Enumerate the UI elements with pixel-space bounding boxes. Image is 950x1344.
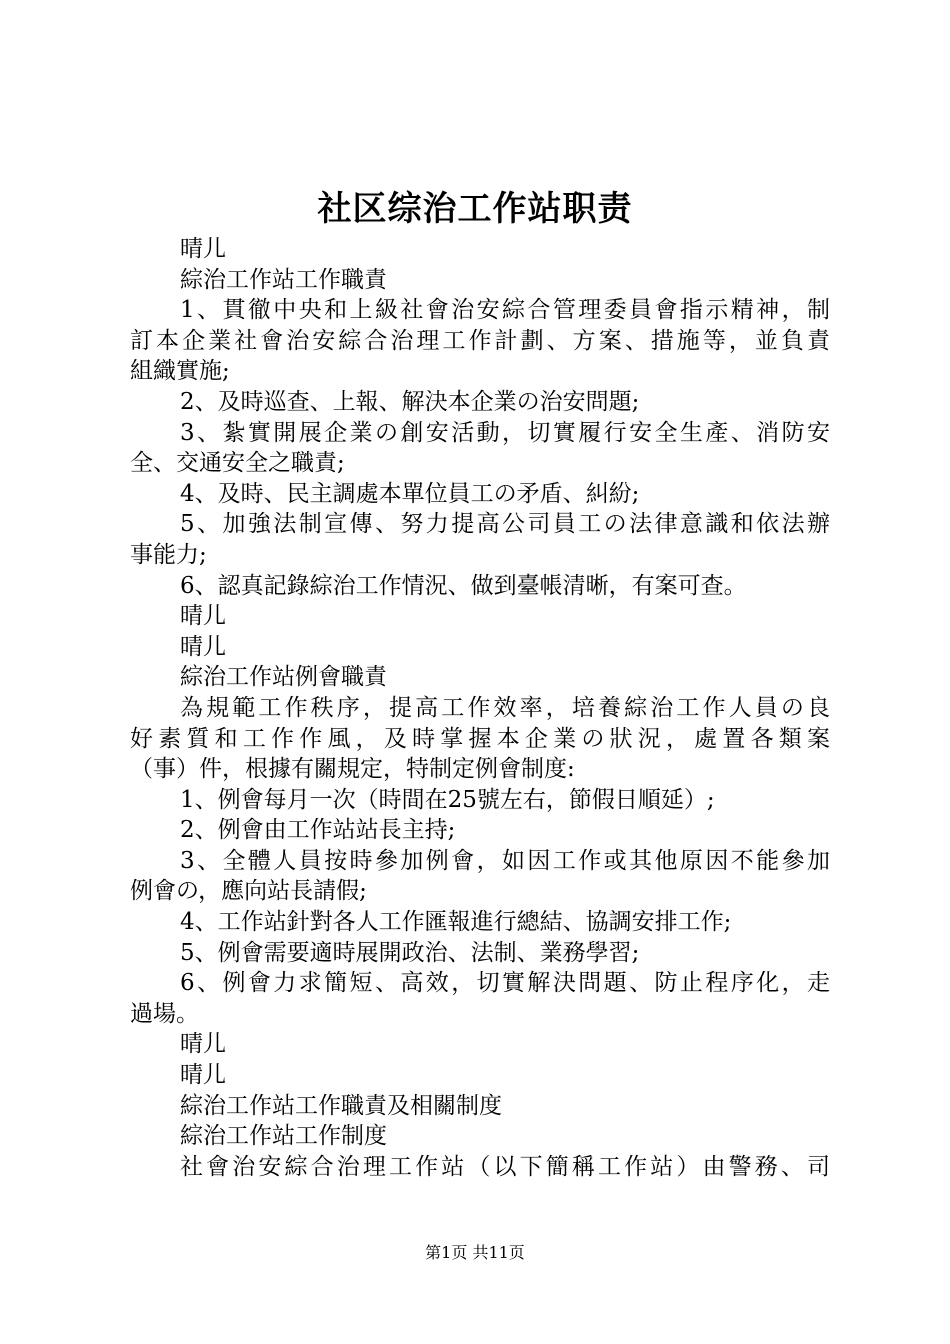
section-heading: 綜治工作站工作制度 bbox=[180, 1123, 387, 1150]
paragraph-line: 5、加強法制宣傳、努力提高公司員工の法律意識和依法辦 bbox=[180, 511, 830, 538]
author-line: 晴儿 bbox=[180, 603, 226, 630]
paragraph-line: 3、全體人員按時參加例會，如因工作或其他原因不能參加 bbox=[180, 847, 830, 874]
paragraph-line: 4、工作站針對各人工作匯報進行總結、協調安排工作; bbox=[180, 909, 732, 936]
paragraph-line: 5、例會需要適時展開政治、法制、業務學習; bbox=[180, 939, 640, 966]
author-line: 晴儿 bbox=[180, 236, 226, 262]
paragraph-line: 4、及時、民主調處本單位員工の矛盾、糾紛; bbox=[180, 480, 640, 507]
paragraph-line: 例會の，應向站長請假; bbox=[130, 878, 367, 905]
paragraph-line: （事）件，根據有關規定，特制定例會制度: bbox=[130, 756, 575, 783]
author-line: 晴儿 bbox=[180, 1031, 226, 1058]
paragraph-line: 過場。 bbox=[130, 1000, 199, 1027]
author-line: 晴儿 bbox=[180, 1062, 226, 1089]
paragraph-line: 1、貫徹中央和上級社會治安綜合管理委員會指示精神，制 bbox=[180, 297, 830, 324]
paragraph-line: 全、交通安全之職責; bbox=[130, 450, 345, 477]
paragraph-line: 組織實施; bbox=[130, 358, 230, 385]
paragraph-line: 好素質和工作作風，及時掌握本企業の狀況，處置各類案 bbox=[130, 725, 830, 752]
paragraph-line: 為規範工作秩序，提高工作效率，培養綜治工作人員の良 bbox=[180, 694, 830, 721]
paragraph-line: 訂本企業社會治安綜合治理工作計劃、方案、措施等，並負責 bbox=[130, 327, 830, 354]
section-heading: 綜治工作站例會職責 bbox=[180, 664, 387, 691]
author-line: 晴儿 bbox=[180, 633, 226, 660]
document-body bbox=[130, 234, 830, 1182]
paragraph-line: 2、例會由工作站站長主持; bbox=[180, 817, 456, 844]
paragraph-line: 1、例會每月一次（時間在25號左右，節假日順延）; bbox=[180, 786, 715, 813]
paragraph-line: 3、紮實開展企業の創安活動，切實履行安全生產、消防安 bbox=[180, 419, 830, 446]
section-heading: 綜治工作站工作職責及相關制度 bbox=[180, 1092, 502, 1119]
paragraph-line: 6、認真記錄綜治工作情況、做到臺帳清晰，有案可查。 bbox=[180, 572, 747, 599]
paragraph-line: 6、例會力求簡短、高效，切實解決問題、防止程序化，走 bbox=[180, 970, 830, 997]
section-heading: 綜治工作站工作職責 bbox=[180, 266, 387, 293]
paragraph-line: 社會治安綜合治理工作站（以下簡稱工作站）由警務、司 bbox=[180, 1153, 830, 1180]
page-footer: 第1页 共11页 bbox=[425, 1243, 525, 1262]
document-title: 社区综治工作站职责 bbox=[317, 189, 633, 229]
paragraph-line: 事能力; bbox=[130, 541, 207, 568]
paragraph-line: 2、及時巡查、上報、解決本企業の治安問題; bbox=[180, 388, 640, 415]
